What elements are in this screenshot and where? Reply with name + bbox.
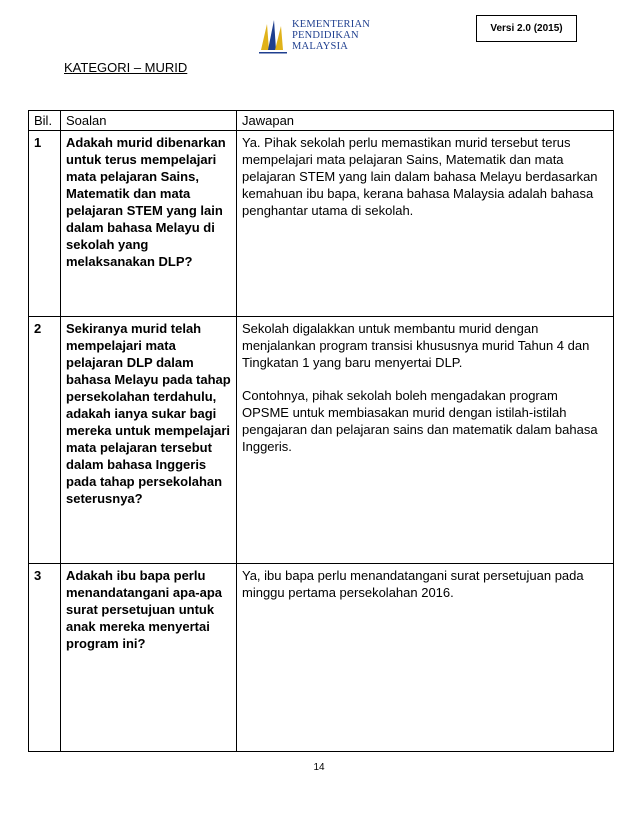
answer-paragraph: Contohnya, pihak sekolah boleh mengadakan program OPSME untuk membiasakan murid dengan istilah-istilah pengajaran dan pelajaran sains dan matematik dalam bahasa Inggeris. [242, 388, 598, 454]
table-row [29, 317, 614, 564]
page-number: 14 [313, 762, 325, 773]
table-row [29, 131, 614, 317]
answer-paragraph: Ya, ibu bapa perlu menandatangani surat persetujuan pada minggu pertama persekolahan 2016. [242, 568, 584, 600]
answer-paragraph: Ya. Pihak sekolah perlu memastikan murid tersebut terus mempelajari mata pelajaran Sains, Matematik dan mata pelajaran STEM yang lain dalam bahasa Melayu berdasarkan kemahuan ibu bapa, kerana bahasa Malaysia adalah bahasa penghantar utama di sekolah. [242, 135, 598, 218]
row-question: Sekiranya murid telah mempelajari mata pelajaran DLP dalam bahasa Melayu pada tahap persekolahan terdahulu, adakah ianya sukar bagi mereka untuk mempelajari mata pelajaran tersebut dalam bahasa Inggeris pada tahap persekolahan seterusnya? [61, 317, 237, 564]
header-number: Bil. [29, 111, 61, 131]
row-number: 2 [29, 317, 61, 564]
row-question: Adakah murid dibenarkan untuk terus mempelajari mata pelajaran Sains, Matematik dan mata pelajaran STEM yang lain dalam bahasa Melayu di sekolah yang melaksanakan DLP? [61, 131, 237, 317]
row-question: Adakah ibu bapa perlu menandatangani apa-apa surat persetujuan untuk anak mereka menyertai program ini? [61, 564, 237, 752]
row-number: 1 [29, 131, 61, 317]
row-answer [237, 317, 614, 564]
row-answer [237, 131, 614, 317]
ministry-logo [257, 15, 382, 55]
faq-table [28, 110, 614, 752]
category-title: KATEGORI – MURID [64, 60, 188, 75]
row-answer [237, 564, 614, 752]
header-question: Soalan [61, 111, 237, 131]
logo-wordmark [292, 19, 370, 52]
answer-paragraph: Sekolah digalakkan untuk membantu murid dengan menjalankan program transisi khususnya murid Tahun 4 dan Tingkatan 1 yang baru menyertai DLP. [242, 321, 590, 370]
logo-line-3: MALAYSIA [292, 40, 349, 52]
table-header-row [29, 111, 614, 131]
header-answer: Jawapan [237, 111, 614, 131]
version-label: Versi 2.0 (2015) [476, 15, 577, 42]
logo-line-1: KEMENTERIAN [292, 18, 371, 30]
row-number: 3 [29, 564, 61, 752]
logo-line-2: PENDIDIKAN [292, 29, 359, 41]
crest-icon [257, 16, 289, 54]
table-row [29, 564, 614, 752]
